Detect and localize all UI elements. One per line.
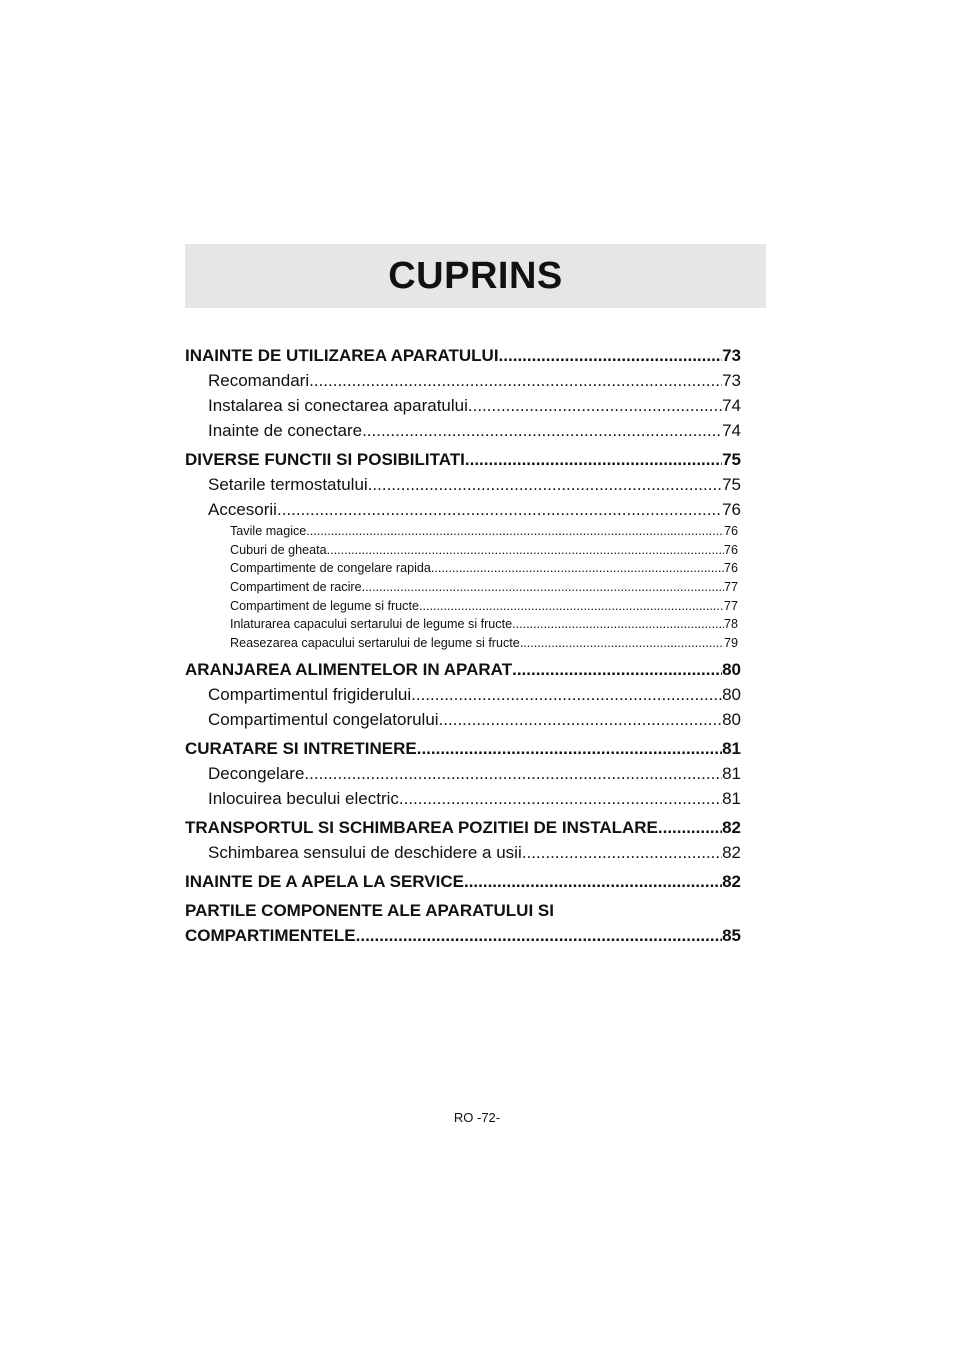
dot-leader: [304, 761, 722, 786]
toc-entry-level-3[interactable]: [185, 522, 741, 541]
toc-entry-level-2[interactable]: [185, 497, 741, 522]
toc-entry-level-2[interactable]: [185, 761, 741, 786]
page-title: CUPRINS: [388, 254, 563, 297]
toc-entry-page: 78: [723, 617, 738, 632]
toc-entry-level-1[interactable]: [185, 657, 741, 682]
toc-entry-page: 76: [723, 524, 738, 538]
toc-entry-label: TRANSPORTUL SI SCHIMBAREA POZITIEI DE INSTALARE: [185, 817, 658, 837]
dot-leader: [512, 657, 722, 682]
dot-leader: [417, 736, 722, 761]
toc-entry-page: 81: [722, 763, 741, 783]
toc-entry-label: INAINTE DE A APELA LA SERVICE: [185, 871, 464, 891]
toc-entry-label: CURATARE SI INTRETINERE: [185, 738, 417, 758]
toc-entry-page: 75: [722, 475, 741, 494]
toc-entry-label: Decongelare: [208, 763, 305, 783]
toc-entry-label: Accesorii: [208, 500, 277, 519]
dot-leader: [499, 343, 723, 368]
title-banner: [185, 244, 766, 308]
toc-entry-level-3[interactable]: [185, 615, 741, 634]
toc-entry-page: 77: [723, 598, 738, 613]
toc-entry-page: 76: [723, 561, 738, 576]
dot-leader: [411, 682, 722, 707]
dot-leader: [306, 522, 724, 541]
toc-entry-label: COMPARTIMENTELE: [185, 925, 356, 945]
toc-entry-page: 80: [722, 684, 741, 704]
toc-entry-label: Inlocuirea becului electric: [208, 788, 399, 808]
toc-entry-level-2[interactable]: [185, 786, 741, 811]
dot-leader: [356, 923, 722, 948]
toc-entry-page: 80: [722, 659, 741, 679]
toc-entry-label: PARTILE COMPONENTE ALE APARATULUI SI: [185, 900, 554, 920]
toc-entry-level-2[interactable]: [185, 368, 741, 393]
toc-entry-page: 76: [722, 500, 741, 519]
toc-entry-label: Instalarea si conectarea aparatului: [208, 396, 468, 415]
toc-entry-page: 73: [722, 346, 741, 365]
toc-entry-label: Tavile magice: [230, 524, 307, 538]
toc-entry-label: Cuburi de gheata: [230, 542, 327, 557]
toc-entry-level-2[interactable]: [185, 418, 741, 443]
toc-entry-page: 82: [722, 842, 741, 862]
toc-entry-level-2[interactable]: [185, 707, 741, 732]
toc-entry-page: 79: [723, 636, 738, 651]
toc-entry-label: Recomandari: [208, 371, 310, 390]
toc-entry-label: Setarile termostatului: [208, 475, 368, 494]
dot-leader: [522, 840, 722, 865]
dot-leader: [439, 707, 723, 732]
toc-entry-page: 81: [722, 788, 741, 808]
table-of-contents: [185, 343, 741, 948]
toc-entry-label: ARANJAREA ALIMENTELOR IN APARAT: [185, 659, 513, 679]
toc-entry-label: DIVERSE FUNCTII SI POSIBILITATI: [185, 450, 465, 469]
toc-entry-level-2[interactable]: [185, 472, 741, 497]
dot-leader: [419, 597, 724, 616]
toc-entry-label: Schimbarea sensului de deschidere a usii: [208, 842, 522, 862]
dot-leader: [464, 869, 722, 894]
toc-entry-level-3[interactable]: [185, 541, 741, 560]
toc-entry-page: 76: [723, 542, 738, 557]
page-number-footer: RO -72-: [453, 1110, 501, 1125]
toc-entry-level-2[interactable]: [185, 393, 741, 418]
toc-entry-page: 74: [722, 396, 741, 415]
toc-entry-level-3[interactable]: [185, 559, 741, 578]
dot-leader: [431, 559, 724, 578]
dot-leader: [327, 541, 724, 560]
toc-entry-page: 74: [722, 421, 741, 440]
toc-entry-page: 80: [722, 709, 741, 729]
toc-entry-page: 81: [722, 738, 741, 758]
dot-leader: [362, 418, 722, 443]
toc-entry-page: 77: [723, 580, 738, 595]
toc-entry-page: 82: [722, 817, 741, 837]
toc-entry-page: 73: [722, 371, 741, 390]
dot-leader: [658, 815, 722, 840]
dot-leader: [309, 368, 722, 393]
dot-leader: [362, 578, 724, 597]
toc-entry-level-3[interactable]: [185, 578, 741, 597]
toc-entry-label: INAINTE DE UTILIZAREA APARATULUI: [185, 346, 499, 365]
toc-entry-label: Compartiment de racire: [230, 580, 362, 595]
toc-entry-level-1[interactable]: [185, 815, 741, 840]
toc-entry-level-1[interactable]: [185, 736, 741, 761]
dot-leader: [277, 497, 722, 522]
toc-entry-level-3[interactable]: [185, 597, 741, 616]
toc-entry-level-2[interactable]: [185, 682, 741, 707]
dot-leader: [520, 634, 724, 653]
toc-entry-label: Inainte de conectare: [208, 421, 363, 440]
toc-entry-level-1[interactable]: [185, 898, 741, 948]
toc-entry-label: Compartimentul congelatorului: [208, 709, 439, 729]
dot-leader: [399, 786, 722, 811]
toc-entry-level-1[interactable]: [185, 447, 741, 472]
toc-entry-label: Inlaturarea capacului sertarului de legume si fructe: [230, 617, 513, 632]
toc-entry-level-1[interactable]: [185, 343, 741, 368]
toc-entry-label: Reasezarea capacului sertarului de legume si fructe: [230, 636, 520, 651]
dot-leader: [465, 447, 722, 472]
toc-entry-label: Compartiment de legume si fructe: [230, 598, 419, 613]
toc-entry-level-2[interactable]: [185, 840, 741, 865]
toc-entry-level-3[interactable]: [185, 634, 741, 653]
toc-entry-label: Compartimente de congelare rapida: [230, 561, 431, 576]
toc-entry-page: 85: [722, 925, 741, 945]
dot-leader: [512, 615, 724, 634]
toc-entry-page: 82: [722, 871, 741, 891]
toc-entry-page: 75: [722, 450, 741, 469]
dot-leader: [368, 472, 722, 497]
dot-leader: [468, 393, 722, 418]
toc-entry-label: Compartimentul frigiderului: [208, 684, 412, 704]
toc-entry-level-1[interactable]: [185, 869, 741, 894]
